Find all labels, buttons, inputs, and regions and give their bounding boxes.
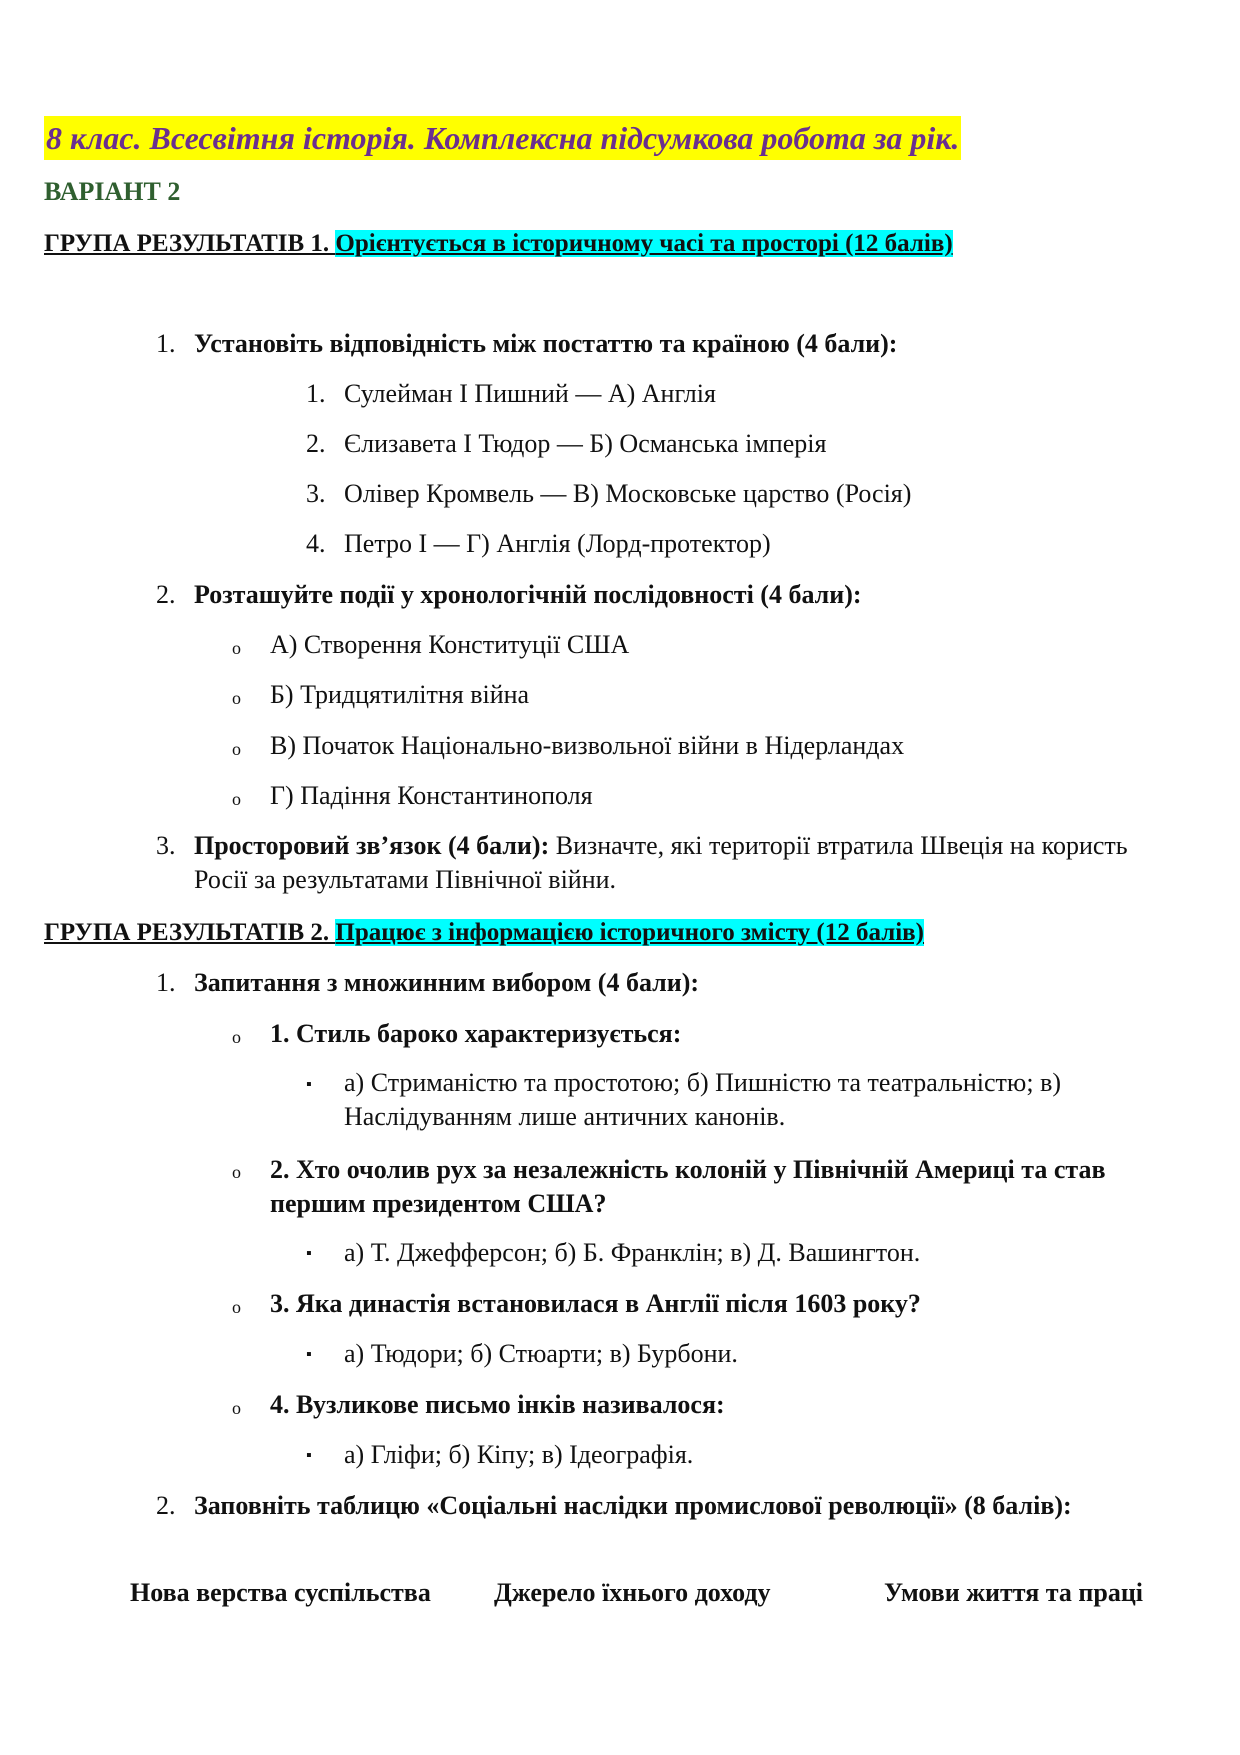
square-bullet: ▪ xyxy=(306,1245,312,1262)
table-header-cell: Нова верства суспільства xyxy=(130,1578,431,1607)
circle-bullet: o xyxy=(232,638,241,658)
q2-item: Б) Тридцятилітня війна xyxy=(270,680,530,709)
group-1-highlight: Орієнтується в історичному часі та просторі (12 балів) xyxy=(335,230,953,257)
mc-answers: а) Т. Джефферсон; б) Б. Франклін; в) Д. Вашингтон. xyxy=(344,1238,921,1267)
q2-text: Розташуйте події у хронологічній послідовності (4 бали): xyxy=(194,580,862,609)
group-1-heading xyxy=(44,226,953,262)
q1-item-number: 2. xyxy=(306,429,326,458)
group-2-highlight: Працює з інформацією історичного змісту (12 балів) xyxy=(335,919,925,946)
circle-bullet: o xyxy=(232,1398,241,1418)
q3-number: 3. xyxy=(156,831,176,860)
q1-text: Установіть відповідність між постаттю та країною (4 бали): xyxy=(194,329,898,358)
mc-question: 1. Стиль бароко характеризується: xyxy=(270,1019,682,1048)
q5-number: 2. xyxy=(156,1491,176,1520)
document-title: 8 клас. Всесвітня історія. Комплексна підсумкова робота за рік. xyxy=(44,116,961,160)
circle-bullet: o xyxy=(232,1297,241,1317)
table-header-cell: Джерело їхнього доходу xyxy=(494,1578,771,1607)
circle-bullet: o xyxy=(232,739,241,759)
mc-question: 3. Яка династія встановилася в Англії після 1603 року? xyxy=(270,1289,921,1318)
q1-item-number: 1. xyxy=(306,379,326,408)
circle-bullet: o xyxy=(232,688,241,708)
q1-item: Олівер Кромвель — В) Московське царство (Росія) xyxy=(344,479,912,508)
q1-item: Петро І — Г) Англія (Лорд-протектор) xyxy=(344,529,771,558)
mc-answers: а) Тюдори; б) Стюарти; в) Бурбони. xyxy=(344,1339,738,1368)
q3-text-block xyxy=(194,829,1164,897)
square-bullet: ▪ xyxy=(306,1346,312,1363)
circle-bullet: o xyxy=(232,1027,241,1047)
group-2-heading xyxy=(44,915,924,951)
table-header-cell: Умови життя та праці xyxy=(884,1578,1144,1607)
group-2-prefix: ГРУПА РЕЗУЛЬТАТІВ 2. xyxy=(44,919,336,946)
circle-bullet: o xyxy=(232,1162,241,1182)
q4-text: Запитання з множинним вибором (4 бали): xyxy=(194,968,700,997)
group-1-prefix: ГРУПА РЕЗУЛЬТАТІВ 1. xyxy=(44,230,336,257)
q4-number: 1. xyxy=(156,968,176,997)
q2-item: Г) Падіння Константинополя xyxy=(270,781,593,810)
q2-item: А) Створення Конституції США xyxy=(270,630,630,659)
q1-item-number: 3. xyxy=(306,479,326,508)
mc-question: 4. Вузликове письмо інків називалося: xyxy=(270,1390,725,1419)
q5-text: Заповніть таблицю «Соціальні наслідки промислової революції» (8 балів): xyxy=(194,1491,1072,1520)
q1-item: Сулейман І Пишний — А) Англія xyxy=(344,379,716,408)
q1-item: Єлизавета І Тюдор — Б) Османська імперія xyxy=(344,429,827,458)
q1-item-number: 4. xyxy=(306,529,326,558)
square-bullet: ▪ xyxy=(306,1076,312,1093)
q3-bold-label: Просторовий зв’язок (4 бали): xyxy=(194,831,550,860)
mc-answers: а) Гліфи; б) Кіпу; в) Ідеографія. xyxy=(344,1440,694,1469)
square-bullet: ▪ xyxy=(306,1447,312,1464)
q3-text: Визначте, які території втратила Швеція на користь Росії за результатами Північної війни. xyxy=(194,831,1128,894)
q2-item: В) Початок Національно-визвольної війни в Нідерландах xyxy=(270,731,905,760)
mc-answers: а) Стриманістю та простотою; б) Пишністю та театральністю; в) Наслідуванням лише античних канонів. xyxy=(344,1068,1062,1131)
q2-number: 2. xyxy=(156,580,176,609)
mc-question: 2. Хто очолив рух за незалежність колоній у Північній Америці та став першим президентом США? xyxy=(270,1155,1106,1218)
circle-bullet: o xyxy=(232,789,241,809)
q1-number: 1. xyxy=(156,329,176,358)
variant-label: ВАРІАНТ 2 xyxy=(44,177,181,206)
